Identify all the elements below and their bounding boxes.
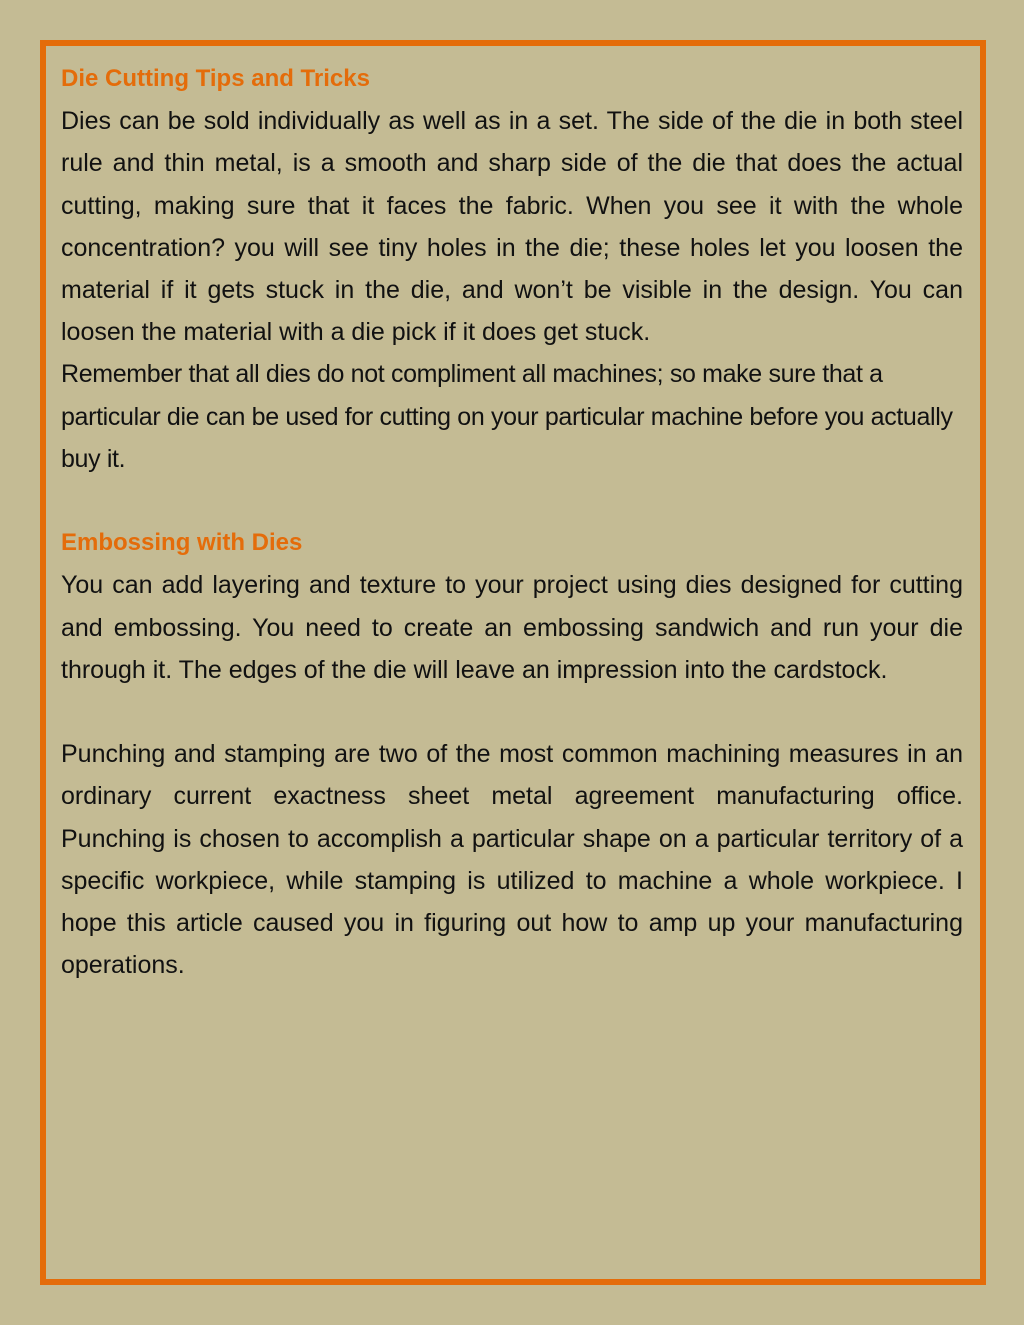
- spacer: [61, 691, 963, 733]
- paragraph-embossing: You can add layering and texture to your project using dies designed for cutting and embossing. You need to create an embossing sandwich and run your die through it. The edges of the die will leave an impression into the cardstock.: [61, 571, 963, 684]
- section-heading-die-cutting: Die Cutting Tips and Tricks: [61, 65, 370, 92]
- spacer: [61, 480, 963, 522]
- paragraph-remember: Remember that all dies do not compliment all machines; so make sure that a particular die can be used for cutting on your particular machine before you actually buy it.: [61, 360, 953, 473]
- section-heading-embossing: Embossing with Dies: [61, 529, 303, 557]
- article-body: [61, 58, 963, 986]
- paragraph-punching: Punching and stamping are two of the most common machining measures in an ordinary current exactness sheet metal agreement manufacturing office. Punching is chosen to accomplish a particular shape on a particular territory of a specific workpiece, while stamping is utilized to machine a whole workpiece. I hope this article caused you in figuring out how to amp up your manufacturing operations.: [61, 740, 963, 980]
- paragraph-dies-sold: Dies can be sold individually as well as in a set. The side of the die in both steel rule and thin metal, is a smooth and sharp side of the die that does the actual cutting, making sure that it faces the fabric. When you see it with the whole concentration? you will see tiny holes in the die; these holes let you loosen the material if it gets stuck in the die, and won’t be visible in the design. You can loosen the material with a die pick if it does get stuck.: [61, 107, 963, 347]
